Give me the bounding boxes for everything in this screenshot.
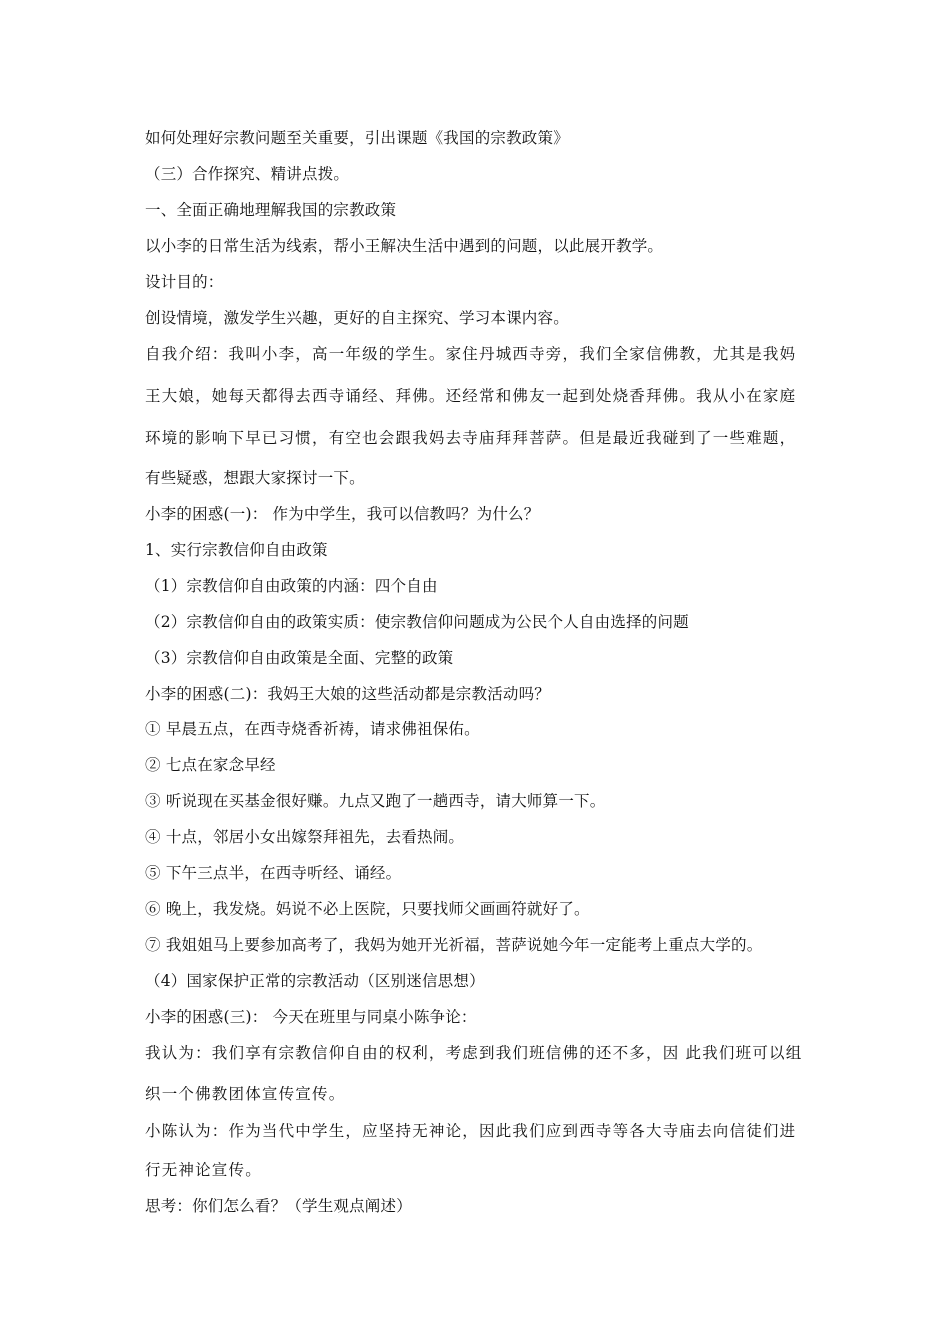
list-item: ⑦ 我姐姐马上要参加高考了，我妈为她开光祈福，菩萨说她今年一定能考上重点大学的。 <box>145 936 763 954</box>
list-item: ① 早晨五点，在西寺烧香祈祷，请求佛祖保佑。 <box>145 720 480 738</box>
list-item: （1）宗教信仰自由政策的内涵：四个自由 <box>145 577 438 595</box>
list-item: （3）宗教信仰自由政策是全面、完整的政策 <box>145 649 454 667</box>
text-line: 设计目的： <box>145 273 224 291</box>
list-item: （4）国家保护正常的宗教活动（区别迷信思想） <box>145 972 485 990</box>
list-item: ② 七点在家念早经 <box>145 756 276 774</box>
text-line: 创设情境，激发学生兴趣，更好的自主探究、学习本课内容。 <box>145 309 569 327</box>
question-heading: 小李的困惑(一)： 作为中学生，我可以信教吗？为什么？ <box>145 505 540 523</box>
text-line: 王大娘，她每天都得去西寺诵经、拜佛。还经常和佛友一起到处烧香拜佛。我从小在家庭 <box>145 387 797 405</box>
question-heading: 小李的困惑(三)： 今天在班里与同桌小陈争论： <box>145 1008 477 1026</box>
list-item: ④ 十点，邻居小女出嫁祭拜祖先，去看热闹。 <box>145 828 465 846</box>
text-line: 我认为：我们享有宗教信仰自由的权利，考虑到我们班信佛的还不多，因 此我们班可以组 <box>145 1044 803 1062</box>
section-heading: 1、实行宗教信仰自由政策 <box>145 541 328 559</box>
text-line: 织一个佛教团体宣传宣传。 <box>145 1085 346 1103</box>
section-heading: 一、全面正确地理解我国的宗教政策 <box>145 201 397 219</box>
text-line: 以小李的日常生活为线索，帮小王解决生活中遇到的问题，以此展开教学。 <box>145 237 664 255</box>
text-line: 思考：你们怎么看？（学生观点阐述） <box>145 1197 412 1215</box>
list-item: ⑤ 下午三点半，在西寺听经、诵经。 <box>145 864 402 882</box>
list-item: ⑥ 晚上，我发烧。妈说不必上医院，只要找师父画画符就好了。 <box>145 900 590 918</box>
text-line: 环境的影响下早已习惯，有空也会跟我妈去寺庙拜拜菩萨。但是最近我碰到了一些难题， <box>145 429 797 447</box>
text-line: 小陈认为：作为当代中学生，应坚持无神论，因此我们应到西寺等各大寺庙去向信徒们进 <box>145 1122 797 1140</box>
list-item: （2）宗教信仰自由的政策实质：使宗教信仰问题成为公民个人自由选择的问题 <box>145 613 689 631</box>
text-line: 有些疑惑，想跟大家探讨一下。 <box>145 469 365 487</box>
list-item: ③ 听说现在买基金很好赚。九点又跑了一趟西寺，请大师算一下。 <box>145 792 606 810</box>
text-line: 如何处理好宗教问题至关重要，引出课题《我国的宗教政策》 <box>145 129 569 147</box>
text-line: 自我介绍：我叫小李，高一年级的学生。家住丹城西寺旁，我们全家信佛教，尤其是我妈 <box>145 345 797 363</box>
section-heading: （三）合作探究、精讲点拨。 <box>145 165 350 183</box>
question-heading: 小李的困惑(二)：我妈王大娘的这些活动都是宗教活动吗？ <box>145 685 550 703</box>
text-line: 行无神论宣传。 <box>145 1161 262 1179</box>
